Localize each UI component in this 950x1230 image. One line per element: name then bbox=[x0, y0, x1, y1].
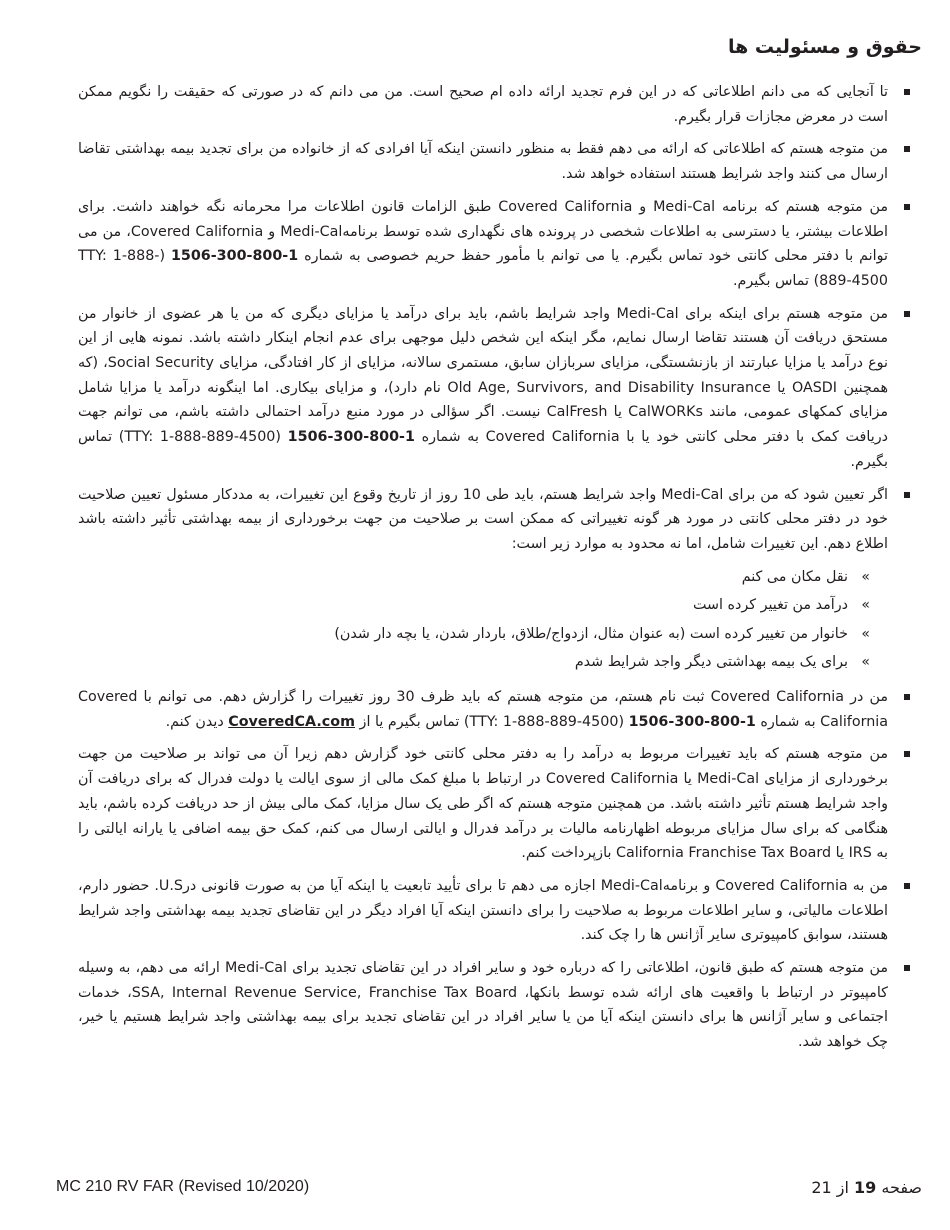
square-bullet-icon bbox=[904, 89, 910, 95]
text-run: اگر تعیین شود که من برای Medi-Cal واجد شرایط هستم، باید طی 10 روز از تاریخ وقوع این تغییرات، به مددکار مسئول تعیین صلاحیت خود در دفتر محلی کانتی در مورد هر گونه تغییراتی که ممکن است بر صلاحیت من جهت برخورداری از بیمه بهداشتی تأثیر داشته باشد اطلاع دهم. این تغییرات شامل، اما نه محدود به موارد زیر است: bbox=[78, 486, 888, 552]
sub-item-text: برای یک بیمه بهداشتی دیگر واجد شرایط شدم bbox=[574, 654, 848, 671]
list-item bbox=[78, 483, 888, 677]
item-text bbox=[78, 746, 888, 861]
text-run: تا آنجایی که می دانم اطلاعاتی که در این فرم تجدید ارائه داده ام صحیح است. من می دانم که در صورتی که حقیقت را نگویم ممکن است در معرض مجازات قرار بگیرم. bbox=[78, 84, 888, 125]
chevron-bullet-icon: » bbox=[861, 597, 870, 614]
list-item bbox=[78, 956, 888, 1055]
chevron-bullet-icon: » bbox=[861, 625, 870, 642]
rights-list bbox=[78, 80, 888, 1063]
text-run: دیدن کنم. bbox=[165, 713, 229, 730]
list-item bbox=[78, 874, 888, 948]
phone-number: 1-800-300-1506 bbox=[287, 429, 415, 446]
square-bullet-icon bbox=[904, 204, 910, 210]
list-item bbox=[78, 302, 888, 475]
page-word: صفحه bbox=[881, 1178, 922, 1197]
square-bullet-icon bbox=[904, 492, 910, 498]
list-item bbox=[78, 137, 888, 186]
page-total: 21 bbox=[811, 1178, 832, 1197]
page-number bbox=[811, 1178, 922, 1197]
sub-list-item bbox=[78, 591, 888, 620]
chevron-bullet-icon: » bbox=[861, 568, 870, 585]
text-run: من متوجه هستم که طبق قانون، اطلاعاتی را که درباره خود و سایر افراد در این تقاضای تجدید برای Medi-Cal ارائه می دهم، به وسیله کامپیوتر در ارتباط با واقعیت های ارائه شده توسط بانکها، SSA, Internal Revenue Service, Franchise Tax Board، خدمات اجتماعی و سایر آژانس ها برای دانستن اینکه آیا من یا سایر افراد در این تقاضای تجدید برای بیمه بهداشتی واجد شرایط هستیم یا خیر، چک خواهد شد. bbox=[78, 960, 888, 1051]
text-run: من متوجه هستم برای اینکه برای Medi-Cal واجد شرایط باشم، باید برای درآمد یا مزایای دیگری که من یا هر عضوی از خانوار من مستحق دریافت آن هستند تقاضا ارسال نمایم، مگر اینکه این شخص دلیل موجهی برای عدم انجام اینکار داشته باشد. نمونه هایی از این نوع درآمد یا مزایا عبارتند از بازنشستگی، مزایای سربازان سابق، مستمری سالانه، مزایای از کار افتادگی، مزایای Social Security، (که همچنین OASDI یا Old Age, Survivors, and Disability Insurance نام دارد)، و مزایای بیکاری. اما اینگونه درآمد یا مزایا شامل مزایای کمکهای عمومی، مانند CalWORKs یا CalFresh نیست. اگر سؤالی در مورد منبع درآمد احتمالی داشته باشم، می توانم جهت دریافت کمک با دفتر محلی کانتی خود یا با Covered California به شماره bbox=[78, 305, 888, 446]
text-run: (TTY: 1-888-889-4500) تماس بگیرم. bbox=[78, 429, 888, 470]
website-link[interactable]: CoveredCA.com bbox=[228, 713, 355, 730]
sub-list-item bbox=[78, 648, 888, 677]
sub-list-item bbox=[78, 563, 888, 592]
sub-item-text: درآمد من تغییر کرده است bbox=[692, 597, 848, 614]
item-text bbox=[78, 689, 888, 730]
item-text bbox=[78, 306, 888, 470]
page-current: 19 bbox=[854, 1178, 877, 1197]
text-run: من متوجه هستم که اطلاعاتی که ارائه می دهم فقط به منظور دانستن اینکه آیا افرادی که از خانواده من برای تجدید بیمه بهداشتی تقاضا ارسال می کنند واجد شرایط هستند استفاده خواهد شد. bbox=[78, 141, 888, 183]
square-bullet-icon bbox=[904, 751, 910, 757]
list-item bbox=[78, 685, 888, 734]
text-run: من به Covered California و برنامهMedi-Cal اجازه می دهم تا برای تأیید تابعیت یا اینکه آیا من به صورت قانونی درU.S. حضور دارم، اطلاعات مالیاتی، و سایر اطلاعات مربوط به صلاحیت را برای دانستن اینکه آیا افراد دیگر در این تقاضای تجدید بیمه بهداشتی واجد شرایط هستند، سوابق کامپیوتری سایر آژانس ها را چک کند. bbox=[78, 877, 888, 944]
text-run: من در Covered California ثبت نام هستم، من متوجه هستم که باید ظرف 30 روز تغییرات را گزارش دهم. می توانم با Covered California به شماره bbox=[78, 689, 889, 730]
sub-item-text: نقل مکان می کنم bbox=[741, 568, 848, 585]
section-heading: حقوق و مسئولیت ها bbox=[728, 36, 922, 58]
list-item bbox=[78, 80, 888, 129]
text-run: من متوجه هستم که برنامه Medi-Cal و Covered California طبق الزامات قانون اطلاعات مرا محرمانه نگه خواهند داشت. برای اطلاعات بیشتر، یا دسترسی به اطلاعات شخصی در پرونده های نگهداری شده توسط برنامهMedi-Cal و Covered California، من می توانم با دفتر محلی کانتی خود تماس بگیرم. یا می توانم با مأمور حفظ حریم خصوصی به شماره bbox=[78, 198, 889, 265]
item-text bbox=[78, 487, 888, 552]
phone-number: 1-800-300-1506 bbox=[170, 248, 299, 265]
phone-number: 1-800-300-1506 bbox=[628, 713, 756, 730]
sub-list-item bbox=[78, 620, 888, 649]
square-bullet-icon bbox=[904, 694, 910, 700]
item-text bbox=[78, 84, 888, 125]
list-item bbox=[78, 195, 888, 294]
square-bullet-icon bbox=[904, 146, 910, 152]
of-word: از bbox=[836, 1178, 849, 1197]
item-text bbox=[78, 199, 888, 289]
item-text bbox=[78, 878, 888, 943]
item-text bbox=[78, 960, 888, 1050]
text-run: (TTY: 1-888-889-4500) تماس بگیرم. bbox=[78, 248, 888, 289]
chevron-bullet-icon: » bbox=[861, 654, 870, 671]
text-run: من متوجه هستم که باید تغییرات مربوط به درآمد را به دفتر محلی کانتی خود گزارش دهم زیرا آن می تواند بر صلاحیت من جهت برخورداری از مزایای Medi-Cal یا Covered California در ارتباط با مبلغ کمک مالی از سوی ایالت یا دولت فدرال که برای دریافت آن واجد شرایط هستم تأثیر داشته باشد. من همچنین متوجه هستم که اگر طی یک سال مزایا، کمک مالی بیش از حد دریافت کرده باشم، باید هنگامی که برای سال مزایای مربوطه اظهارنامه مالیات بر درآمد فدرال و ایالتی ارسال می کنم، کمک حق بیمه اضافی یا یارانه ایالتی را به IRS یا California Franchise Tax Board بازپرداخت کنم. bbox=[78, 746, 889, 862]
square-bullet-icon bbox=[904, 883, 910, 889]
form-code: MC 210 RV FAR (Revised 10/2020) bbox=[56, 1178, 310, 1195]
square-bullet-icon bbox=[904, 965, 910, 971]
sub-list bbox=[78, 563, 888, 677]
square-bullet-icon bbox=[904, 311, 910, 317]
sub-item-text: خانوار من تغییر کرده است (به عنوان مثال، ازدواج/طلاق، باردار شدن، یا بچه دار شدن) bbox=[334, 625, 848, 642]
item-text bbox=[78, 141, 888, 182]
text-run: (TTY: 1-888-889-4500) تماس بگیرم یا از bbox=[355, 713, 629, 730]
list-item bbox=[78, 742, 888, 866]
